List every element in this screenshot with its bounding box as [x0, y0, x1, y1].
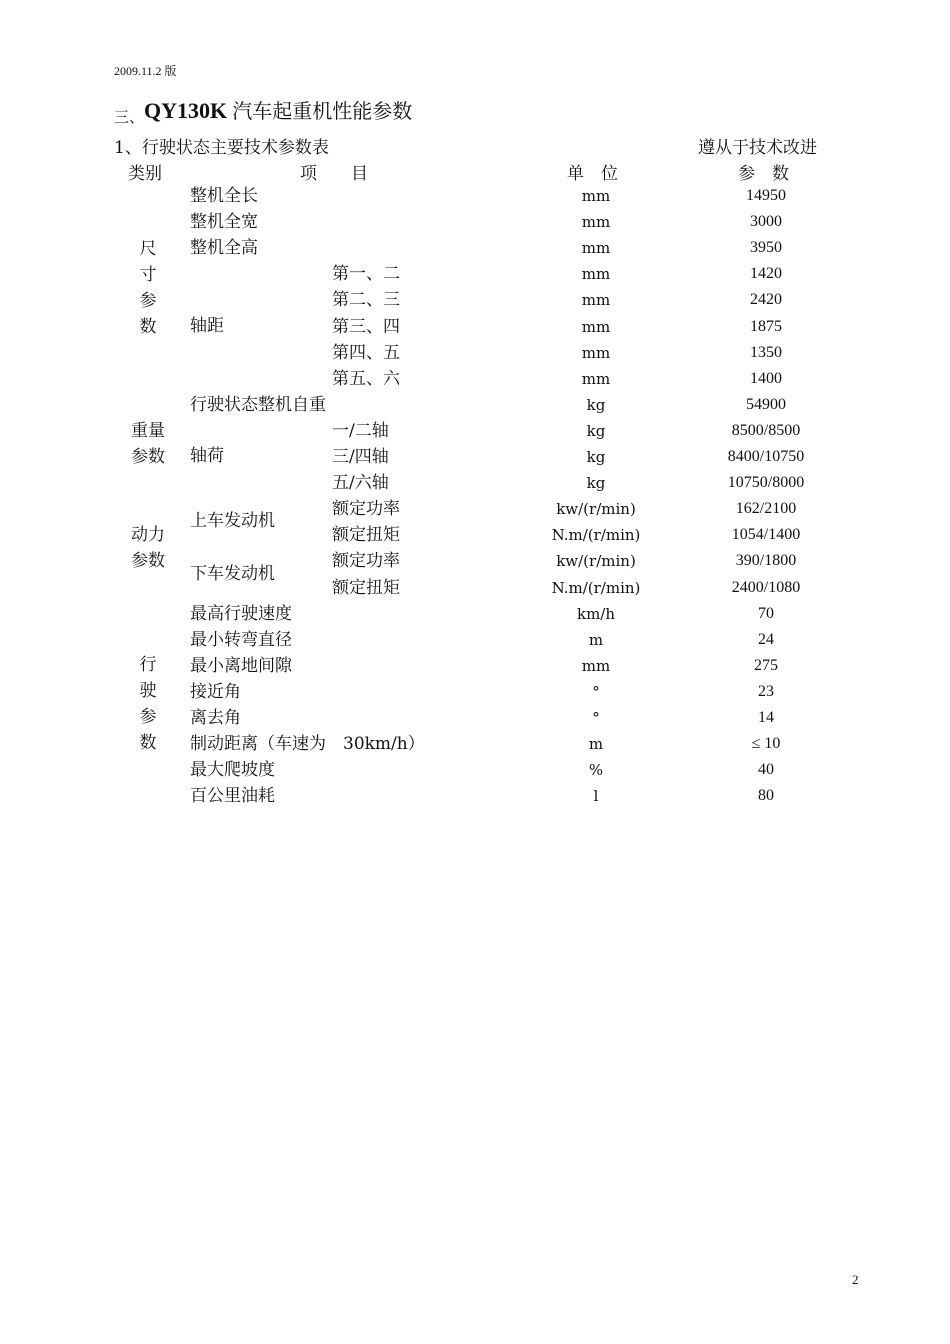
row-item: 接近角: [190, 681, 241, 702]
category-driving: 行 驶 参 数: [139, 655, 157, 753]
row-value: 1420: [750, 265, 782, 283]
row-unit: kw/(r/min): [556, 500, 636, 519]
title-text: 汽车起重机性能参数: [232, 99, 413, 123]
row-unit: mm: [581, 656, 611, 675]
row-item: 制动距离（车速为 30km/h）: [190, 734, 425, 755]
row-value: 23: [758, 682, 774, 700]
row-value: 275: [754, 656, 778, 674]
title-prefix: 三、: [114, 108, 145, 126]
row-unit: mm: [581, 291, 611, 310]
version-label: 2009.11.2 版: [114, 64, 177, 78]
row-subitem: 第一、二: [332, 264, 400, 285]
row-subitem: 额定功率: [332, 499, 400, 520]
column-header-value: 参 数: [738, 164, 789, 184]
category-power: 动力 参数: [131, 525, 165, 571]
row-value: 54900: [746, 395, 786, 413]
row-value: 8500/8500: [731, 421, 801, 439]
row-unit: mm: [581, 239, 611, 258]
row-value: 3000: [750, 213, 782, 231]
row-item: 离去角: [190, 708, 241, 728]
row-value: 2420: [750, 291, 782, 309]
row-subitem: 额定功率: [332, 551, 400, 572]
page-title: [114, 95, 412, 124]
category-weight: 重量 参数: [131, 421, 165, 467]
row-value: 40: [758, 761, 774, 779]
title-model: QY130K: [144, 98, 228, 123]
row-unit: kg: [586, 395, 606, 414]
row-subitem: 第二、三: [332, 290, 400, 311]
row-unit: mm: [581, 369, 611, 388]
table-subtitle: 1、行驶状态主要技术参数表: [114, 138, 329, 158]
row-unit: km/h: [576, 604, 616, 623]
row-unit: mm: [581, 213, 611, 232]
row-item: 百公里油耗: [190, 786, 275, 807]
row-unit: N.m/(r/min): [551, 526, 641, 545]
row-subitem: 额定扭矩: [332, 525, 400, 546]
row-subitem: 三/四轴: [332, 447, 389, 467]
row-unit: mm: [581, 343, 611, 362]
row-subitem: 五/六轴: [332, 473, 389, 494]
row-value: 1054/1400: [731, 526, 801, 544]
row-item: 整机全高: [190, 238, 258, 259]
row-unit: mm: [581, 317, 611, 336]
row-unit: °: [592, 709, 600, 727]
row-unit: kg: [586, 474, 606, 493]
row-unit: mm: [581, 187, 611, 205]
group-lower-engine: 下车发动机: [190, 564, 275, 584]
row-subitem: 第三、四: [332, 316, 400, 337]
row-value: 14: [758, 709, 774, 726]
row-value: 1875: [750, 317, 782, 335]
row-item: 整机全长: [190, 186, 258, 206]
row-value: 70: [758, 604, 774, 622]
page-number: 2: [852, 1272, 859, 1287]
row-value: 14950: [746, 187, 786, 204]
row-value: 80: [758, 787, 774, 805]
row-item: 最大爬坡度: [190, 760, 275, 781]
group-axle-load: 轴荷: [190, 446, 224, 466]
row-value: 390/1800: [735, 552, 797, 570]
row-value: 8400/10750: [727, 448, 805, 465]
row-unit: mm: [581, 265, 611, 284]
row-item: 最高行驶速度: [190, 603, 292, 624]
row-item: 最小转弯直径: [190, 629, 292, 650]
row-unit: l: [593, 787, 599, 806]
row-unit: kw/(r/min): [556, 552, 636, 571]
row-subitem: 第五、六: [332, 368, 400, 389]
row-value: 10750/8000: [727, 474, 805, 492]
row-value: ≤ 10: [751, 735, 781, 753]
row-subitem: 额定扭矩: [332, 577, 400, 598]
row-value: 162/2100: [735, 500, 797, 518]
row-unit: m: [588, 630, 604, 649]
row-unit: %: [588, 761, 604, 780]
row-value: 24: [758, 630, 774, 648]
category-dimension: 尺 寸 参 数: [139, 239, 157, 337]
row-unit: m: [588, 735, 604, 754]
row-subitem: 第四、五: [332, 342, 400, 363]
row-item: 整机全宽: [190, 212, 258, 233]
group-upper-engine: 上车发动机: [190, 511, 275, 531]
row-unit: N.m/(r/min): [551, 578, 641, 597]
row-value: 3950: [750, 239, 782, 257]
row-subitem: 一/二轴: [332, 420, 389, 441]
table-note: 遵从于技术改进: [698, 138, 817, 158]
row-unit: kg: [586, 448, 606, 466]
row-unit: °: [592, 682, 600, 701]
group-wheelbase: 轴距: [190, 316, 224, 336]
column-header-unit: 单 位: [567, 164, 618, 184]
column-header-item: 项 目: [300, 164, 368, 184]
column-header-category: 类别: [128, 164, 162, 184]
row-item: 最小离地间隙: [190, 655, 292, 676]
row-item: 行驶状态整机自重: [190, 394, 326, 415]
row-value: 2400/1080: [731, 578, 801, 596]
row-value: 1350: [750, 343, 782, 361]
row-value: 1400: [750, 369, 782, 387]
row-unit: kg: [586, 421, 606, 440]
